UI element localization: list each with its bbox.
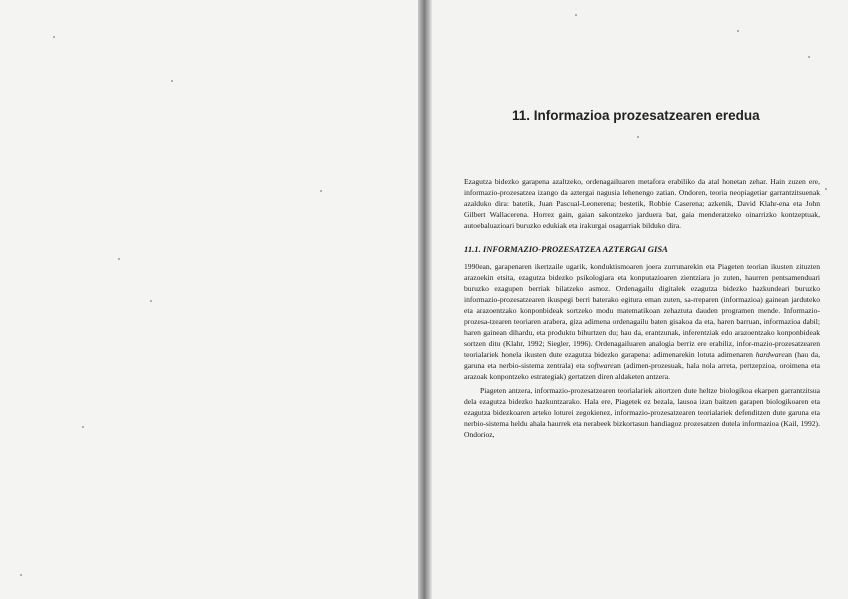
scan-speck [171, 80, 173, 82]
scan-speck [737, 30, 739, 32]
chapter-title: 11. Informazioa prozesatzearen eredua [512, 108, 760, 123]
paragraph-text: an (adimen-prozesuak, hala nola arreta, pertzepzioa, oroimena eta arazoak konpontzeko estrategiak) gertatzen diren aldaketen antzera. [464, 360, 820, 381]
scan-speck [808, 56, 810, 58]
scan-speck [118, 258, 120, 260]
section-paragraph-2: Piageten antzera, informazio-prozesatzearen teorialariek aitortzen dute heltze biologikoa ekarpen garrantzitsua dela ezagutza bidezko hazkuntzarako. Hala ere, Piagetek ez bezala, lausoa izan baitzen garapen biologikoaren eta ezagutza bidezkoaren arteko loturei zegokienez, informazio-prozesatzearen teorialariek defenditzen dute garuna eta nerbio-sistema heldu ahala haurrek eta nerabeek bizkortasun handiagoz prozesatzen dutela informazioa (Kail, 1992). Ondorioz, [464, 386, 820, 440]
scan-speck [150, 300, 152, 302]
scan-speck [53, 36, 55, 38]
scan-speck [637, 136, 639, 138]
scan-speck [575, 14, 577, 16]
right-page [432, 0, 848, 599]
page-body [464, 177, 820, 441]
scan-speck [82, 426, 84, 428]
paragraph-italic: software [587, 360, 614, 370]
paragraph-text: an (hau da, garuna eta nerbio-sistema zentrala) eta [464, 349, 820, 370]
left-page [0, 0, 420, 599]
intro-paragraph: Ezagutza bidezko garapena azaltzeko, ordenagailuaren metafora erabiliko da atal honetan zehar. Hain zuzen ere, informazio-prozesatzea izango da aztergai nagusia lehenengo zatian. Ondoren, teoria neopiagetiar garrantzitsuenak azalduko dira: batetik, Juan Pascual-Leonerena; bestetik, Robbie Caserena; azkenik, David Klahr-ena eta John Gilbert Wallacerena. Horrez gain, gaian sakontzeko jarduera bat, gaia menderatzeko oinarrizko kontzeptuak, autoebaluazioari buruzko edukiak eta irakurgai osagarriak bilduko dira. [464, 177, 820, 230]
paragraph-italic: hardware [755, 349, 785, 359]
scan-speck [20, 574, 22, 576]
section-heading: 11.1. INFORMAZIO-PROZESATZEA AZTERGAI GISA [464, 243, 668, 254]
scan-speck [320, 190, 322, 192]
scan-speck [825, 188, 827, 190]
book-gutter [418, 0, 432, 599]
section-paragraph-1 [464, 262, 820, 382]
paragraph-text: 1990ean, garapenaren ikertzaile ugarik, konduktismoaren joera zurrunarekin eta Piageten teorian ikusten zituzten arazoekin etsita, ezagutza bidezko psikologiara eta konputazioaren zientziara jo zuten, haurren pentsamenduari buruzko ezagupen berriak bilatzeko asmoz. Ordenagailu digitalek ezagutza bidezko hazkundeari buruzko informazio-prozesatzearen ikuspegi berri baterako egitura eman zuten, sa-rrераren (informazioa) gainean jarduteko eta arazoentzako konponbideak sortzeko modu matematikoan zehaztuta dauden programen mende. Informazio-prozesa-tzearen teoriaren arabera, giza adimena ordenagailu baten gisakoa da eta, haren barruan, informazioa dabil; haren gainean dihardu, eta produktu bihurtzen du; hau da, erantzunak, inferentziak edo arazoentzako konponbideak sortzen ditu (Klahr, 1992; Siegler, 1996). Ordenagailuaren analogia berriz ere erabiliz, infor-mazio-prozesatzearen teorialariek honela ikusten dute ezagutza bidezko garapena: adimenarekin lotuta adimenaren [464, 262, 820, 359]
